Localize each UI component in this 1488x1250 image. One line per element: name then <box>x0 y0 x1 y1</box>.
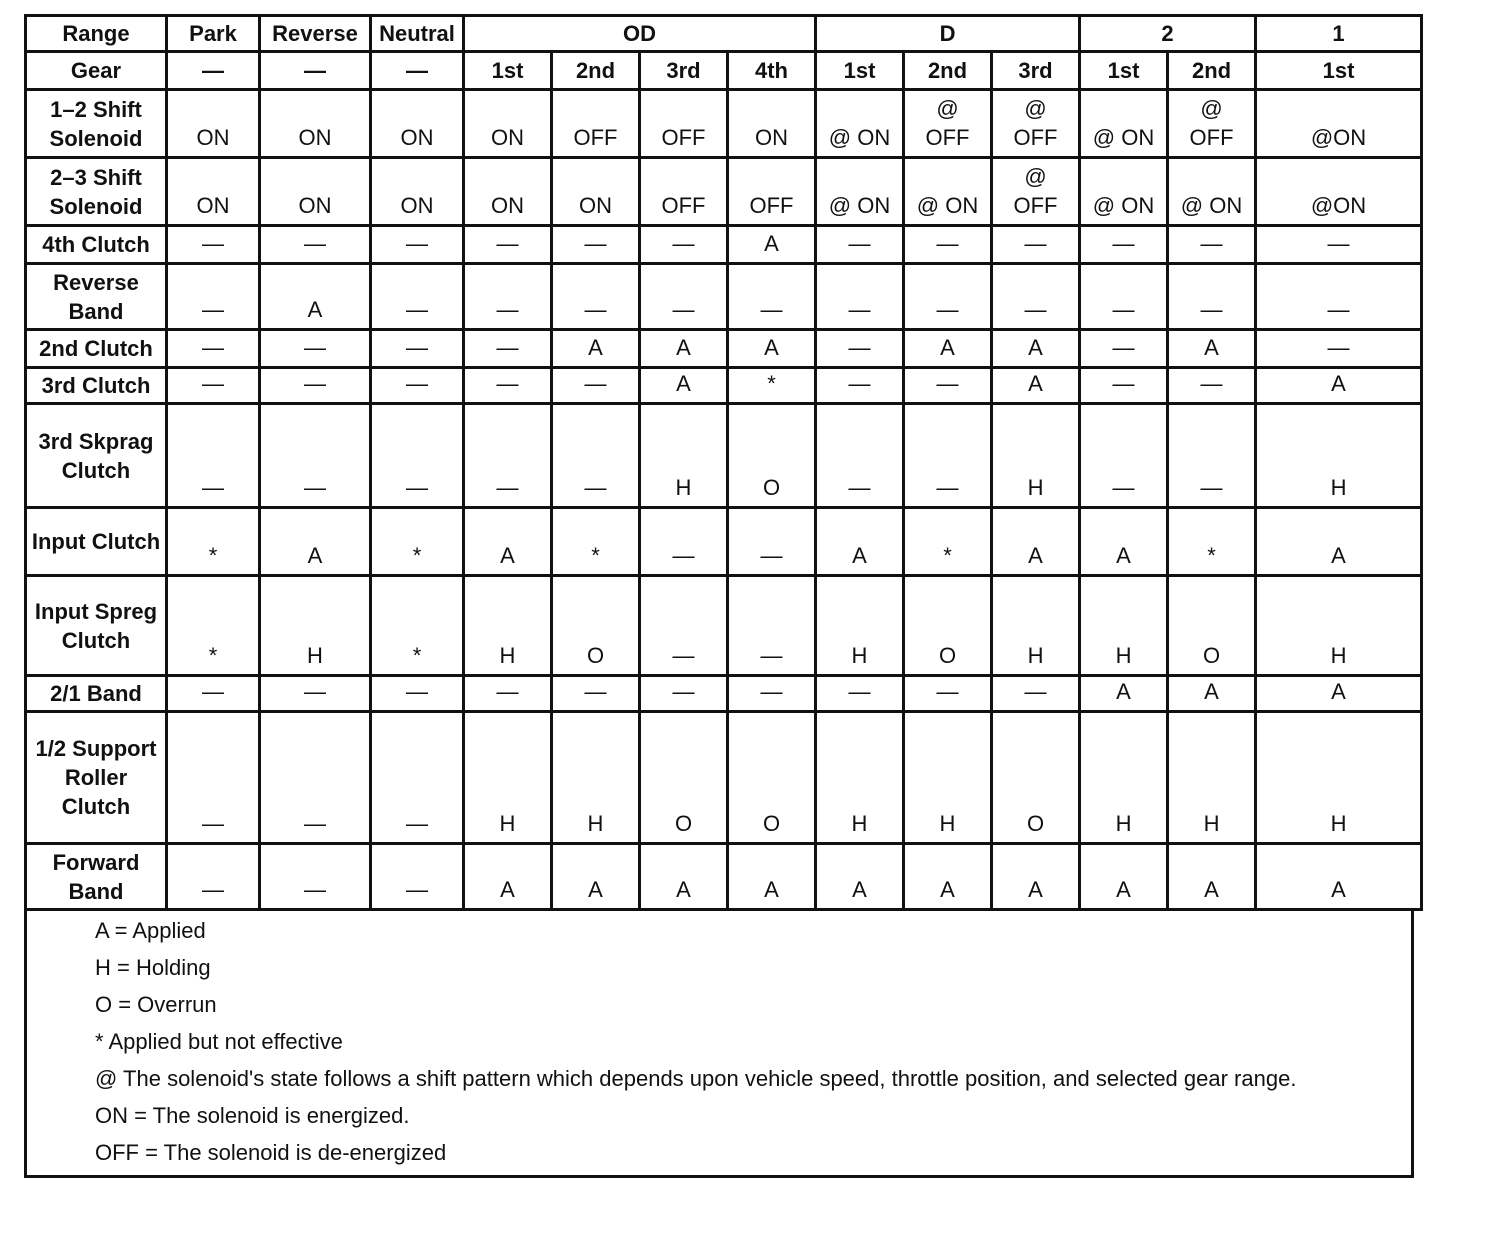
state-cell: — <box>728 508 816 576</box>
state-cell: — <box>992 226 1080 264</box>
state-cell: H <box>260 576 371 676</box>
state-cell <box>1168 90 1256 158</box>
state-cell: — <box>904 226 992 264</box>
state-cell: @ ON <box>816 158 904 226</box>
state-cell: H <box>640 404 728 508</box>
legend-entry: * Applied but not effective <box>95 1029 343 1054</box>
state-cell: — <box>260 676 371 712</box>
state-cell: * <box>552 508 640 576</box>
state-cell <box>992 90 1080 158</box>
state-cell: H <box>1080 712 1168 844</box>
state-cell: A <box>992 330 1080 368</box>
component-row <box>26 330 1422 368</box>
component-label: 3rd Clutch <box>26 368 167 404</box>
state-cell: — <box>260 404 371 508</box>
state-cell: — <box>1168 226 1256 264</box>
state-cell-line: OFF <box>1013 193 1058 218</box>
state-cell: — <box>1168 368 1256 404</box>
component-row <box>26 368 1422 404</box>
state-cell: A <box>260 264 371 330</box>
state-cell: — <box>1256 264 1422 330</box>
state-cell: — <box>904 676 992 712</box>
range-header-cell: 2 <box>1080 16 1256 52</box>
state-cell: — <box>728 576 816 676</box>
state-cell: ON <box>464 158 552 226</box>
state-cell: — <box>464 226 552 264</box>
range-header-cell: 1 <box>1256 16 1422 52</box>
state-cell: — <box>167 330 260 368</box>
state-cell: A <box>1080 676 1168 712</box>
component-row <box>26 712 1422 844</box>
state-cell: H <box>904 712 992 844</box>
state-cell: * <box>1168 508 1256 576</box>
state-cell: — <box>260 844 371 910</box>
state-cell: — <box>371 330 464 368</box>
state-cell: — <box>464 676 552 712</box>
state-cell: A <box>728 226 816 264</box>
state-cell: A <box>1256 508 1422 576</box>
state-cell: — <box>167 226 260 264</box>
state-cell: — <box>1080 226 1168 264</box>
gear-header-cell: — <box>260 52 371 90</box>
state-cell: — <box>640 508 728 576</box>
state-cell: — <box>552 404 640 508</box>
state-cell: @ ON <box>1080 158 1168 226</box>
state-cell: H <box>1256 404 1422 508</box>
state-cell: — <box>464 368 552 404</box>
state-cell: — <box>552 368 640 404</box>
state-cell: — <box>167 264 260 330</box>
component-label: 1/2 Support Roller Clutch <box>26 712 167 844</box>
state-cell: * <box>371 576 464 676</box>
state-cell: ON <box>552 158 640 226</box>
legend-entry: ON = The solenoid is energized. <box>95 1103 410 1128</box>
state-cell: — <box>552 264 640 330</box>
gear-header-label: Gear <box>26 52 167 90</box>
state-cell: — <box>260 226 371 264</box>
state-cell: @ON <box>1256 158 1422 226</box>
state-cell-line: @ <box>936 96 959 121</box>
apply-chart <box>24 14 1420 1178</box>
state-cell: — <box>1168 264 1256 330</box>
state-cell-line: @ <box>1024 96 1047 121</box>
state-cell: @ ON <box>1080 90 1168 158</box>
component-label: 2nd Clutch <box>26 330 167 368</box>
gear-header-cell: 2nd <box>1168 52 1256 90</box>
state-cell: O <box>728 404 816 508</box>
state-cell: * <box>167 576 260 676</box>
state-cell: — <box>992 676 1080 712</box>
component-row <box>26 264 1422 330</box>
legend <box>24 911 1414 1178</box>
gear-header-cell: 2nd <box>552 52 640 90</box>
state-cell: A <box>1256 676 1422 712</box>
state-cell: — <box>464 264 552 330</box>
gear-header-cell: 2nd <box>904 52 992 90</box>
state-cell: * <box>904 508 992 576</box>
state-cell: O <box>992 712 1080 844</box>
state-cell: — <box>167 676 260 712</box>
component-row <box>26 158 1422 226</box>
state-cell: O <box>552 576 640 676</box>
state-cell: A <box>1256 368 1422 404</box>
range-header-row <box>26 16 1422 52</box>
state-cell: — <box>816 404 904 508</box>
state-cell: — <box>371 404 464 508</box>
component-label: Input Clutch <box>26 508 167 576</box>
state-cell: H <box>464 712 552 844</box>
state-cell: * <box>371 508 464 576</box>
state-cell: A <box>728 844 816 910</box>
state-cell: A <box>904 844 992 910</box>
state-cell: A <box>992 844 1080 910</box>
state-cell: O <box>728 712 816 844</box>
state-cell: — <box>1080 330 1168 368</box>
state-cell: — <box>1080 404 1168 508</box>
state-cell: A <box>1080 508 1168 576</box>
gear-header-cell: — <box>371 52 464 90</box>
state-cell: — <box>371 264 464 330</box>
state-cell: ON <box>371 158 464 226</box>
state-cell: — <box>640 264 728 330</box>
legend-entry: A = Applied <box>95 918 206 943</box>
state-cell: — <box>167 712 260 844</box>
component-row <box>26 676 1422 712</box>
state-cell: — <box>371 712 464 844</box>
state-cell: — <box>371 844 464 910</box>
range-header-cell: Reverse <box>260 16 371 52</box>
state-cell: — <box>816 330 904 368</box>
state-cell: H <box>1256 576 1422 676</box>
state-cell: A <box>640 368 728 404</box>
component-row <box>26 576 1422 676</box>
component-label: 2/1 Band <box>26 676 167 712</box>
state-cell: — <box>1256 226 1422 264</box>
state-cell: A <box>260 508 371 576</box>
state-cell: H <box>1080 576 1168 676</box>
state-cell: A <box>1168 330 1256 368</box>
state-cell: ON <box>260 158 371 226</box>
state-cell: O <box>904 576 992 676</box>
state-cell: ON <box>464 90 552 158</box>
state-cell: — <box>260 330 371 368</box>
state-cell: @ ON <box>904 158 992 226</box>
state-cell <box>904 90 992 158</box>
state-cell: A <box>640 330 728 368</box>
state-cell: — <box>167 844 260 910</box>
legend-entry: OFF = The solenoid is de-energized <box>95 1140 447 1165</box>
state-cell: — <box>640 226 728 264</box>
state-cell: — <box>464 330 552 368</box>
state-cell: OFF <box>728 158 816 226</box>
component-label: 2–3 Shift Solenoid <box>26 158 167 226</box>
state-cell: O <box>640 712 728 844</box>
state-cell-line: OFF <box>925 125 970 150</box>
legend-entry: @ The solenoid's state follows a shift pattern which depends upon vehicle speed, throttle position, and selected gear range. <box>95 1066 1297 1091</box>
state-cell: — <box>728 676 816 712</box>
gear-header-cell: 3rd <box>640 52 728 90</box>
state-cell: — <box>904 368 992 404</box>
state-cell: A <box>552 330 640 368</box>
range-header-cell: D <box>816 16 1080 52</box>
range-header-label: Range <box>26 16 167 52</box>
state-cell: — <box>640 676 728 712</box>
component-label: 3rd Skprag Clutch <box>26 404 167 508</box>
state-cell: — <box>260 712 371 844</box>
state-cell: ON <box>260 90 371 158</box>
state-cell: ON <box>728 90 816 158</box>
component-label: 4th Clutch <box>26 226 167 264</box>
state-cell-line: OFF <box>1013 125 1058 150</box>
state-cell: — <box>816 368 904 404</box>
state-cell: H <box>464 576 552 676</box>
state-cell: A <box>1080 844 1168 910</box>
state-cell-line: @ <box>1024 164 1047 189</box>
state-cell-line: OFF <box>1189 125 1234 150</box>
state-cell: — <box>167 404 260 508</box>
state-cell <box>992 158 1080 226</box>
state-cell: A <box>992 368 1080 404</box>
component-row <box>26 404 1422 508</box>
gear-header-cell: 1st <box>1256 52 1422 90</box>
state-cell: — <box>552 676 640 712</box>
state-cell: — <box>167 368 260 404</box>
clutch-apply-table <box>24 14 1423 911</box>
state-cell: H <box>552 712 640 844</box>
component-label: Reverse Band <box>26 264 167 330</box>
state-cell: — <box>260 368 371 404</box>
component-row <box>26 226 1422 264</box>
state-cell: ON <box>167 158 260 226</box>
gear-header-cell: 1st <box>464 52 552 90</box>
state-cell: H <box>992 404 1080 508</box>
state-cell: A <box>464 508 552 576</box>
state-cell: OFF <box>552 90 640 158</box>
state-cell: — <box>904 404 992 508</box>
gear-header-row <box>26 52 1422 90</box>
state-cell: A <box>640 844 728 910</box>
state-cell-line: @ <box>1200 96 1223 121</box>
state-cell: — <box>1256 330 1422 368</box>
gear-header-cell: 1st <box>1080 52 1168 90</box>
state-cell: * <box>167 508 260 576</box>
state-cell: — <box>728 264 816 330</box>
gear-header-cell: 1st <box>816 52 904 90</box>
state-cell: — <box>816 676 904 712</box>
state-cell: A <box>552 844 640 910</box>
range-header-cell: Neutral <box>371 16 464 52</box>
component-row <box>26 90 1422 158</box>
state-cell: — <box>1080 368 1168 404</box>
state-cell: — <box>371 368 464 404</box>
state-cell: H <box>816 576 904 676</box>
state-cell: — <box>640 576 728 676</box>
state-cell: A <box>1168 676 1256 712</box>
state-cell: A <box>992 508 1080 576</box>
state-cell: * <box>728 368 816 404</box>
component-label: 1–2 Shift Solenoid <box>26 90 167 158</box>
state-cell: — <box>371 226 464 264</box>
gear-header-cell: — <box>167 52 260 90</box>
state-cell: H <box>1256 712 1422 844</box>
state-cell: O <box>1168 576 1256 676</box>
state-cell: — <box>904 264 992 330</box>
legend-entry: H = Holding <box>95 955 211 980</box>
state-cell: H <box>1168 712 1256 844</box>
gear-header-cell: 4th <box>728 52 816 90</box>
state-cell: — <box>464 404 552 508</box>
state-cell: H <box>992 576 1080 676</box>
gear-header-cell: 3rd <box>992 52 1080 90</box>
state-cell: — <box>371 676 464 712</box>
state-cell: — <box>1080 264 1168 330</box>
state-cell: @ON <box>1256 90 1422 158</box>
state-cell: — <box>816 264 904 330</box>
state-cell: A <box>904 330 992 368</box>
state-cell: ON <box>167 90 260 158</box>
state-cell: A <box>728 330 816 368</box>
state-cell: A <box>816 508 904 576</box>
state-cell: A <box>464 844 552 910</box>
state-cell: — <box>816 226 904 264</box>
component-row <box>26 844 1422 910</box>
component-label: Input Spreg Clutch <box>26 576 167 676</box>
state-cell: — <box>992 264 1080 330</box>
component-label: Forward Band <box>26 844 167 910</box>
state-cell: @ ON <box>1168 158 1256 226</box>
state-cell: — <box>552 226 640 264</box>
state-cell: A <box>816 844 904 910</box>
state-cell: OFF <box>640 158 728 226</box>
state-cell: ON <box>371 90 464 158</box>
legend-entry: O = Overrun <box>95 992 217 1017</box>
state-cell: OFF <box>640 90 728 158</box>
state-cell: @ ON <box>816 90 904 158</box>
state-cell: H <box>816 712 904 844</box>
state-cell: A <box>1168 844 1256 910</box>
range-header-cell: Park <box>167 16 260 52</box>
component-row <box>26 508 1422 576</box>
range-header-cell: OD <box>464 16 816 52</box>
state-cell: — <box>1168 404 1256 508</box>
state-cell: A <box>1256 844 1422 910</box>
